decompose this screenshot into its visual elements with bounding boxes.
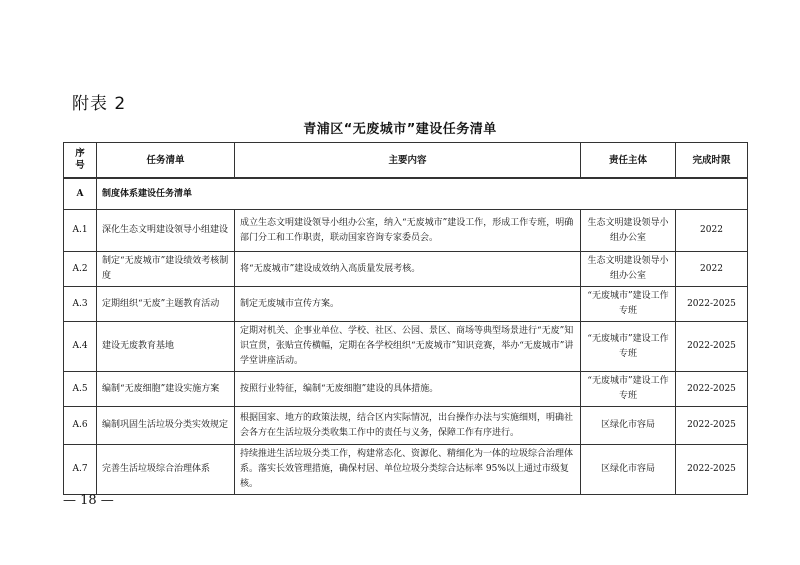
section-id: A (64, 178, 97, 210)
row-task: 定期组织“无废”主题教育活动 (97, 287, 235, 322)
row-id: A.3 (64, 287, 97, 322)
table-row (64, 322, 748, 372)
table-row (64, 372, 748, 407)
header-seq-line1: 序 (75, 148, 85, 159)
header-task: 任务清单 (97, 143, 235, 179)
row-responsible: “无废城市”建设工作专班 (581, 287, 676, 322)
row-id: A.4 (64, 322, 97, 372)
row-content: 按照行业特征，编制“无废细胞”建设的具体措施。 (235, 372, 581, 407)
row-id: A.5 (64, 372, 97, 407)
task-table (63, 142, 748, 495)
row-id: A.2 (64, 252, 97, 287)
header-responsible: 责任主体 (581, 143, 676, 179)
row-task: 建设无废教育基地 (97, 322, 235, 372)
row-id: A.1 (64, 210, 97, 252)
row-deadline: 2022 (676, 210, 748, 252)
row-content: 制定无废城市宣传方案。 (235, 287, 581, 322)
table-row (64, 407, 748, 445)
row-task: 完善生活垃圾综合治理体系 (97, 445, 235, 495)
section-label: 制度体系建设任务清单 (97, 178, 748, 210)
row-deadline: 2022-2025 (676, 287, 748, 322)
header-deadline: 完成时限 (676, 143, 748, 179)
header-content: 主要内容 (235, 143, 581, 179)
row-deadline: 2022-2025 (676, 445, 748, 495)
section-row (64, 178, 748, 210)
row-deadline: 2022-2025 (676, 407, 748, 445)
table-header-row (64, 143, 748, 179)
table-row (64, 252, 748, 287)
row-content: 持续推进生活垃圾分类工作，构建常态化、资源化、精细化为一体的垃圾综合治理体系。落实长效管理措施，确保村居、单位垃圾分类综合达标率 95%以上通过市级复核。 (235, 445, 581, 495)
row-content: 定期对机关、企事业单位、学校、社区、公园、景区、商场等典型场景进行“无废”知识宣贯，张贴宣传横幅，定期在各学校组织“无废城市”知识竞赛，举办“无废城市”讲学堂讲座活动。 (235, 322, 581, 372)
appendix-label: 附表 2 (72, 94, 127, 114)
row-task: 编制巩固生活垃圾分类实效规定 (97, 407, 235, 445)
row-task: 深化生态文明建设领导小组建设 (97, 210, 235, 252)
table-row (64, 445, 748, 495)
row-responsible: 生态文明建设领导小组办公室 (581, 210, 676, 252)
row-responsible: 生态文明建设领导小组办公室 (581, 252, 676, 287)
row-task: 编制“无废细胞”建设实施方案 (97, 372, 235, 407)
header-seq-line2: 号 (75, 160, 85, 171)
header-seq (64, 143, 97, 179)
row-content: 根据国家、地方的政策法规，结合区内实际情况，出台操作办法与实施细则，明确社会各方在生活垃圾分类收集工作中的责任与义务，保障工作有序进行。 (235, 407, 581, 445)
row-content: 将“无废城市”建设成效纳入高质量发展考核。 (235, 252, 581, 287)
row-task: 制定“无废城市”建设绩效考核制度 (97, 252, 235, 287)
page-number: — 18 — (63, 493, 114, 508)
row-responsible: “无废城市”建设工作专班 (581, 372, 676, 407)
row-content: 成立生态文明建设领导小组办公室，纳入“无废城市”建设工作，形成工作专班，明确部门分工和工作职责，联动国家咨询专家委员会。 (235, 210, 581, 252)
page-title: 青浦区“无废城市”建设任务清单 (303, 122, 497, 137)
table-row (64, 287, 748, 322)
row-responsible: 区绿化市容局 (581, 445, 676, 495)
row-deadline: 2022-2025 (676, 322, 748, 372)
row-id: A.6 (64, 407, 97, 445)
row-responsible: 区绿化市容局 (581, 407, 676, 445)
table-row (64, 210, 748, 252)
row-deadline: 2022-2025 (676, 372, 748, 407)
row-id: A.7 (64, 445, 97, 495)
row-deadline: 2022 (676, 252, 748, 287)
row-responsible: “无废城市”建设工作专班 (581, 322, 676, 372)
